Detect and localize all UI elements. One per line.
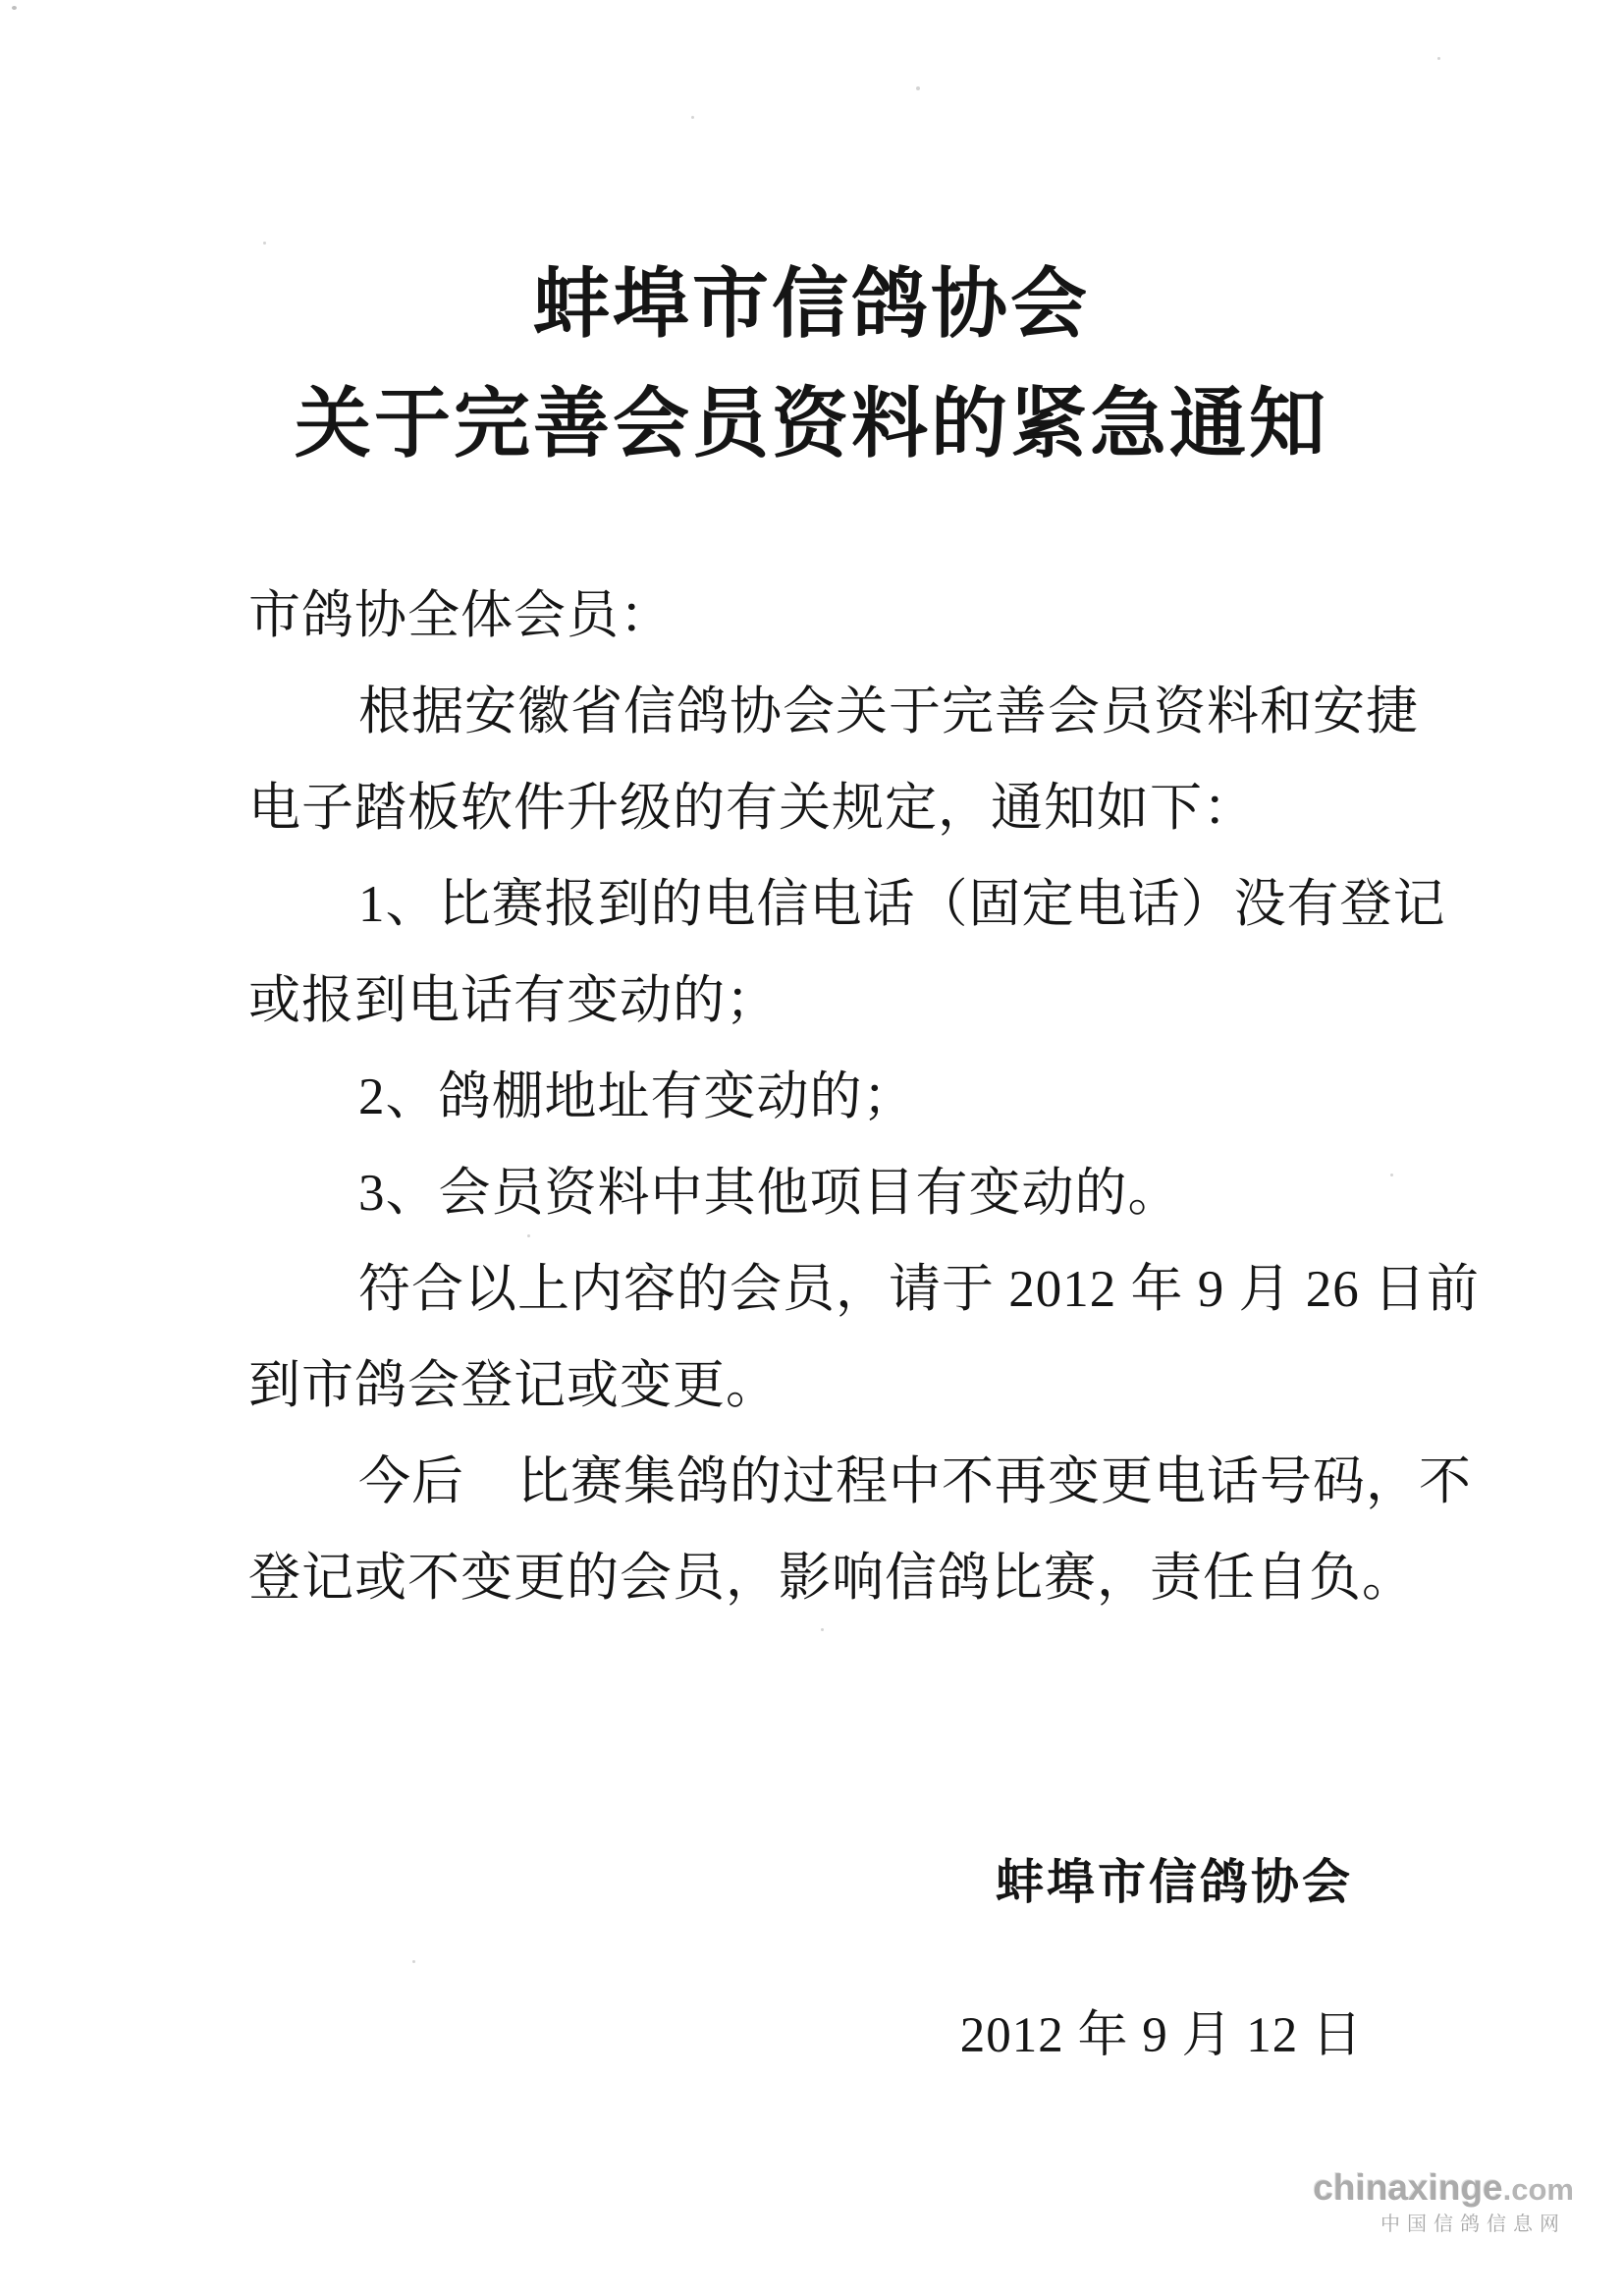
- list-item-1: 1、比赛报到的电信电话（固定电话）没有登记: [358, 876, 1446, 933]
- watermark-logo: [1313, 2168, 1574, 2209]
- title-subject: 关于完善会员资料的紧急通知: [294, 380, 1328, 466]
- body-line: 符合以上内容的会员，请于 2012 年 9 月 26 日前: [358, 1261, 1480, 1318]
- list-item-2: 2、鸽棚地址有变动的；: [358, 1068, 916, 1125]
- notice-body: [248, 568, 1480, 1626]
- body-line: 今后 比赛集鸽的过程中不再变更电话号码，不: [358, 1453, 1472, 1510]
- body-line: 到市鸽会登记或变更。: [248, 1357, 779, 1414]
- watermark-site-tld: .com: [1502, 2172, 1574, 2207]
- body-line: 根据安徽省信鸽协会关于完善会员资料和安捷: [358, 683, 1419, 740]
- watermark-caption: 中国信鸽信息网: [1380, 2213, 1566, 2235]
- body-line: 或报到电话有变动的；: [248, 972, 779, 1029]
- body-line: 电子踏板软件升级的有关规定，通知如下：: [248, 780, 1256, 837]
- signature-date: 2012 年 9 月 12 日: [959, 2008, 1363, 2063]
- site-watermark: [1313, 2168, 1574, 2235]
- salutation-line: 市鸽协全体会员：: [248, 587, 673, 644]
- body-line: 登记或不变更的会员，影响信鸽比赛，责任自负。: [248, 1550, 1415, 1607]
- signature-org-name: 蚌埠市信鸽协会: [995, 1856, 1353, 1909]
- list-item-3: 3、会员资料中其他项目有变动的。: [358, 1165, 1181, 1222]
- watermark-site-name: chinaxinge: [1313, 2167, 1503, 2208]
- document-title: [0, 244, 1623, 483]
- title-org-name: 蚌埠市信鸽协会: [532, 260, 1090, 347]
